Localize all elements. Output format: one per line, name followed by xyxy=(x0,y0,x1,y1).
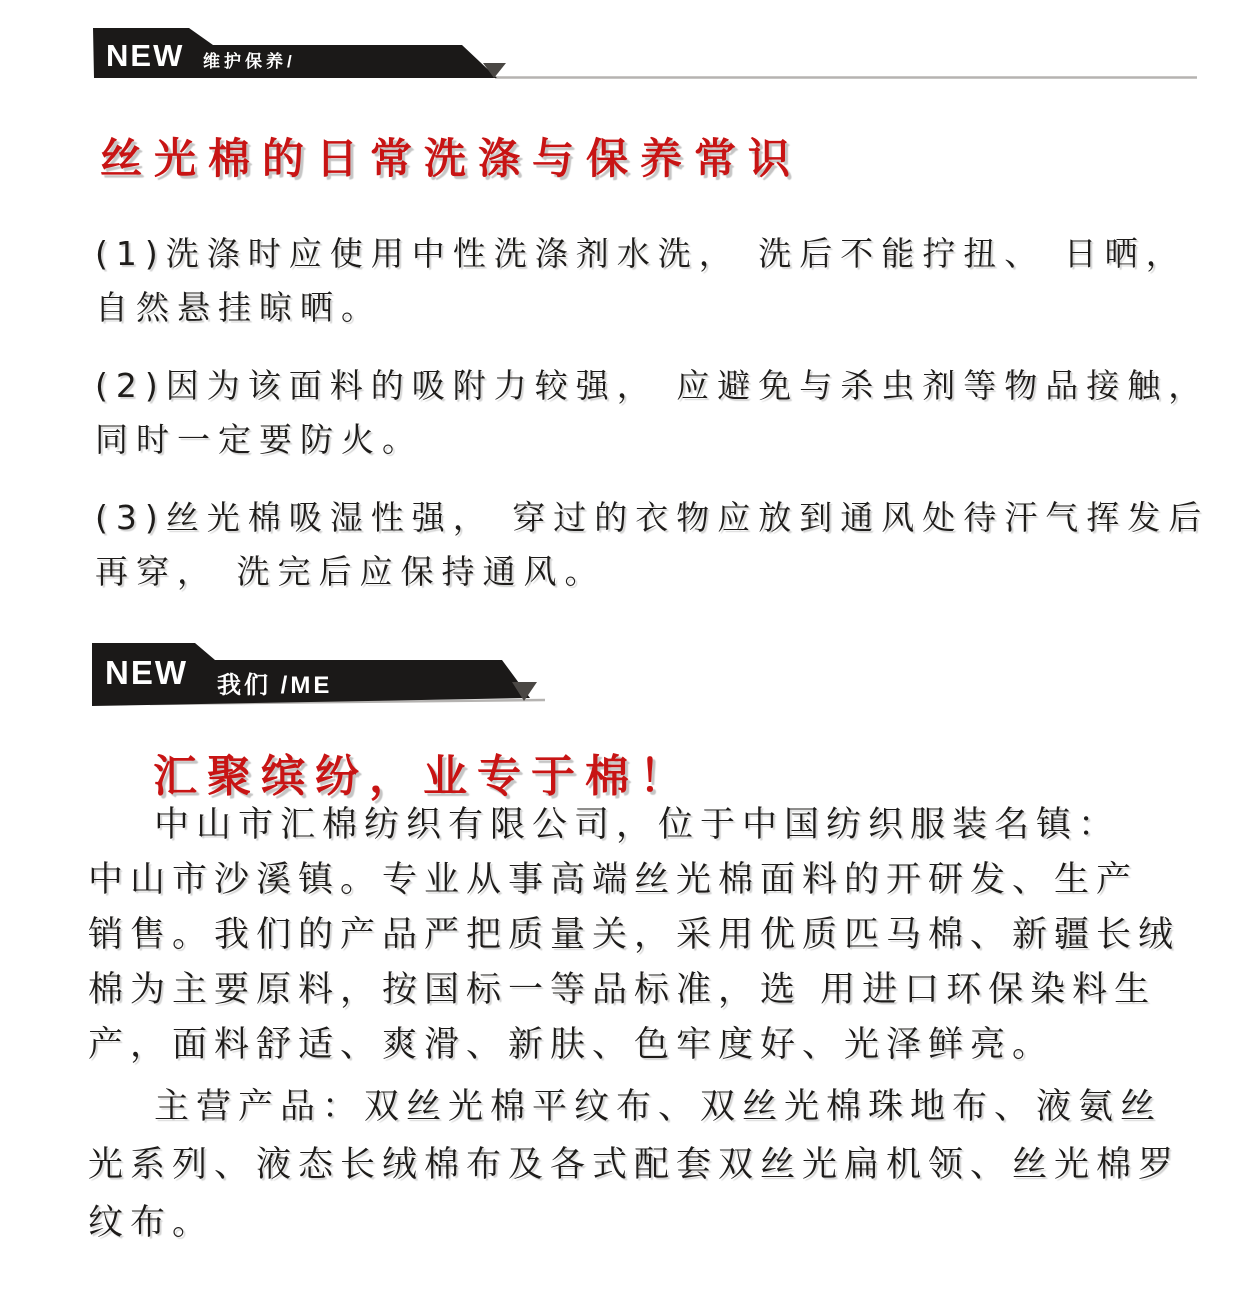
about-p1-line-4: 棉为主要原料，按国标一等品标准，选 用进口环保染料生 xyxy=(88,970,1157,1010)
banner2-new-badge: NEW xyxy=(105,654,188,691)
section-banner-maintenance xyxy=(93,27,1203,83)
care-section-title: 丝光棉的日常洗涤与保养常识 xyxy=(100,134,803,183)
care-item-3-line-2: 再穿， 洗完后应保持通风。 xyxy=(95,552,606,591)
care-item-3-line-1: (3)丝光棉吸湿性强， 穿过的衣物应放到通风处待汗气挥发后 xyxy=(95,498,1210,537)
section-banner-about xyxy=(92,641,562,707)
about-paragraph-2 xyxy=(88,1078,1198,1252)
about-p2-line-1: 主营产品：双丝光棉平纹布、双丝光棉珠地布、液氨丝 xyxy=(154,1087,1163,1127)
banner1-label: 维护保养/ xyxy=(203,52,296,71)
about-p2-line-2: 光系列、液态长绒棉布及各式配套双丝光扁机领、丝光棉罗 xyxy=(88,1145,1181,1185)
about-p1-line-2: 中山市沙溪镇。专业从事高端丝光棉面料的开研发、生产 xyxy=(88,860,1139,900)
care-item-2 xyxy=(95,359,1210,467)
care-item-1-line-1: (1)洗涤时应使用中性洗涤剂水洗， 洗后不能拧扭、 日晒， xyxy=(95,234,1187,273)
about-p1-line-3: 销售。我们的产品严把质量关，采用优质匹马棉、新疆长绒 xyxy=(88,915,1181,955)
care-item-3 xyxy=(95,491,1210,599)
about-p2-line-3: 纹布。 xyxy=(88,1203,215,1243)
about-p1-line-5: 产，面料舒适、爽滑、新肤、色牢度好、光泽鲜亮。 xyxy=(88,1025,1055,1065)
about-p1-line-1: 中山市汇棉纺织有限公司，位于中国纺织服装名镇： xyxy=(154,805,1121,845)
care-item-2-line-1: (2)因为该面料的吸附力较强， 应避免与杀虫剂等物品接触， xyxy=(95,366,1210,405)
banner2-label: 我们 /ME xyxy=(217,672,333,699)
about-section-title: 汇聚缤纷，业专于棉！ xyxy=(153,751,693,802)
care-item-1-line-2: 自然悬挂晾晒。 xyxy=(95,288,382,327)
care-item-2-line-2: 同时一定要防火。 xyxy=(95,420,423,459)
care-item-1 xyxy=(95,227,1205,335)
banner1-new-badge: NEW xyxy=(106,38,185,73)
about-paragraph-1 xyxy=(88,798,1198,1073)
